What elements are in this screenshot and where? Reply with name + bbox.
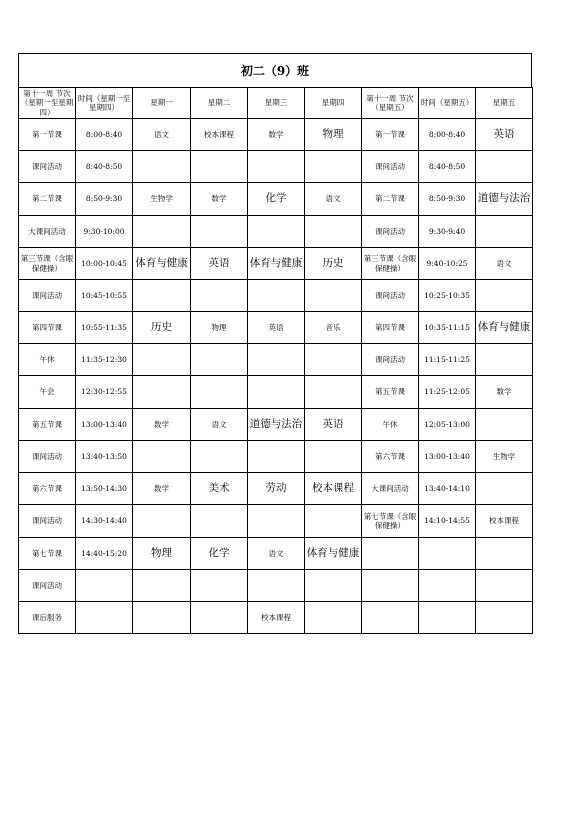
table-cell [191,570,248,602]
table-cell: 数学 [191,183,248,216]
table-cell: 课间活动 [19,280,76,312]
table-cell [305,602,362,634]
table-cell: 英语 [305,409,362,441]
table-cell: 生物学 [133,183,191,216]
table-cell [248,216,305,248]
table-cell [191,280,248,312]
table-cell: 课间活动 [362,216,419,248]
table-cell [305,441,362,473]
table-cell: 10:35-11:15 [419,312,476,344]
table-cell: 音乐 [305,312,362,344]
table-cell: 8:50-9:30 [419,183,476,216]
table-cell: 第二节课 [19,183,76,216]
table-cell: 化学 [191,538,248,570]
table-cell [133,376,191,409]
table-cell: 物理 [305,119,362,151]
table-cell: 体育与健康 [133,248,191,280]
table-cell: 14:30-14:40 [76,505,133,538]
table-cell [133,344,191,376]
table-cell: 语文 [191,409,248,441]
table-cell: 数学 [476,376,533,409]
table-cell [476,344,533,376]
table-cell: 体育与健康 [476,312,533,344]
table-cell: 语文 [476,248,533,280]
table-cell [133,280,191,312]
table-cell [476,538,533,570]
table-cell: 8:40-8:50 [76,151,133,183]
table-cell: 12:05-13:00 [419,409,476,441]
header-cell: 星期四 [305,88,362,119]
table-cell [305,505,362,538]
table-cell: 课间活动 [362,280,419,312]
timetable-sheet [18,53,532,634]
header-row [19,88,533,119]
table-cell [476,602,533,634]
header-cell: 星期三 [248,88,305,119]
table-cell [476,151,533,183]
table-cell: 课间活动 [19,151,76,183]
table-cell [305,151,362,183]
table-cell: 10:00-10:45 [76,248,133,280]
table-cell: 第七节课（含眼保健操） [362,505,419,538]
table-row [19,151,533,183]
table-cell [476,409,533,441]
table-cell [248,441,305,473]
table-cell: 10:25-10:35 [419,280,476,312]
table-cell: 校本课程 [248,602,305,634]
table-cell: 课间活动 [362,344,419,376]
table-cell: 英语 [476,119,533,151]
table-cell: 数学 [133,473,191,505]
table-cell [362,602,419,634]
table-cell [248,151,305,183]
table-cell: 历史 [305,248,362,280]
header-cell: 时间（星期一至星期四） [76,88,133,119]
table-cell: 11:25-12:05 [419,376,476,409]
table-cell [191,216,248,248]
table-cell: 体育与健康 [248,248,305,280]
table-cell: 大课间活动 [362,473,419,505]
table-cell: 课间活动 [19,505,76,538]
table-cell [419,602,476,634]
table-cell: 英语 [248,312,305,344]
table-cell: 课间活动 [19,441,76,473]
header-cell: 第十一周 节次（星期五） [362,88,419,119]
table-row [19,280,533,312]
table-cell: 14:40-15:20 [76,538,133,570]
table-cell: 14:10-14:55 [419,505,476,538]
table-cell: 物理 [191,312,248,344]
table-row [19,119,533,151]
table-cell: 10:45-10:55 [76,280,133,312]
table-cell: 13:40-13:50 [76,441,133,473]
table-cell: 语文 [133,119,191,151]
table-cell: 化学 [248,183,305,216]
table-cell [476,473,533,505]
table-cell [191,344,248,376]
table-cell: 第四节课 [19,312,76,344]
table-cell: 第六节课 [19,473,76,505]
table-cell: 13:40-14:10 [419,473,476,505]
table-cell: 道德与法治 [476,183,533,216]
table-cell: 课间活动 [19,570,76,602]
table-cell: 生物学 [476,441,533,473]
table-cell: 劳动 [248,473,305,505]
table-cell [305,216,362,248]
table-cell [476,570,533,602]
table-cell: 午休 [19,344,76,376]
table-cell: 8:00-8:40 [76,119,133,151]
page-title: 初二（9）班 [18,53,532,87]
table-cell: 校本课程 [305,473,362,505]
table-cell: 第二节课 [362,183,419,216]
header-cell: 第十一周 节次（星期一至星期四） [19,88,76,119]
table-cell: 大课间活动 [19,216,76,248]
table-cell [248,570,305,602]
table-cell [191,151,248,183]
table-cell [305,280,362,312]
table-row [19,409,533,441]
table-cell: 校本课程 [476,505,533,538]
table-cell: 9:30-10:00 [76,216,133,248]
table-cell: 第五节课 [19,409,76,441]
table-cell: 午休 [362,409,419,441]
table-cell: 13:50-14:30 [76,473,133,505]
table-cell: 英语 [191,248,248,280]
table-row [19,505,533,538]
table-cell [305,344,362,376]
table-cell: 13:00-13:40 [419,441,476,473]
table-cell [476,280,533,312]
table-cell: 第六节课 [362,441,419,473]
table-cell: 体育与健康 [305,538,362,570]
table-row [19,441,533,473]
table-row [19,538,533,570]
table-cell: 第一节课 [19,119,76,151]
table-cell [133,570,191,602]
table-row [19,570,533,602]
table-row [19,248,533,280]
table-cell: 第一节课 [362,119,419,151]
table-row [19,344,533,376]
table-cell: 12:30-12:55 [76,376,133,409]
table-cell [248,344,305,376]
table-cell [248,505,305,538]
table-cell: 9:30-9:40 [419,216,476,248]
table-cell [191,602,248,634]
timetable-grid [18,87,533,634]
table-cell: 物理 [133,538,191,570]
header-cell: 星期二 [191,88,248,119]
table-row [19,183,533,216]
table-cell [419,538,476,570]
table-cell [191,441,248,473]
table-cell: 午会 [19,376,76,409]
table-row [19,216,533,248]
table-cell: 数学 [133,409,191,441]
table-row [19,312,533,344]
table-cell: 第四节课 [362,312,419,344]
table-cell: 11:35-12:30 [76,344,133,376]
table-cell: 8:40-8:50 [419,151,476,183]
table-cell [419,570,476,602]
table-cell [191,505,248,538]
table-cell [362,538,419,570]
table-cell [305,376,362,409]
table-cell [133,151,191,183]
table-cell: 课间活动 [362,151,419,183]
table-row [19,376,533,409]
table-cell [133,216,191,248]
table-cell [133,441,191,473]
table-cell [133,602,191,634]
table-cell [248,376,305,409]
table-cell: 8:50-9:30 [76,183,133,216]
table-cell: 课后服务 [19,602,76,634]
table-cell: 第三节课（含眼保健操） [19,248,76,280]
table-cell [362,570,419,602]
table-cell: 校本课程 [191,119,248,151]
table-cell [476,216,533,248]
table-cell [305,570,362,602]
table-cell: 9:40-10:25 [419,248,476,280]
table-cell: 语文 [305,183,362,216]
table-cell: 数学 [248,119,305,151]
table-cell: 道德与法治 [248,409,305,441]
table-row [19,473,533,505]
table-row [19,602,533,634]
table-cell [191,376,248,409]
header-cell: 星期一 [133,88,191,119]
table-cell: 历史 [133,312,191,344]
table-cell [133,505,191,538]
table-cell: 11:15-11:25 [419,344,476,376]
table-cell: 10:55-11:35 [76,312,133,344]
table-cell [248,280,305,312]
table-cell: 13:00-13:40 [76,409,133,441]
table-cell: 第七节课 [19,538,76,570]
table-cell: 第三节课（含眼保健操） [362,248,419,280]
table-cell [76,570,133,602]
table-cell: 8:00-8:40 [419,119,476,151]
table-cell: 第五节课 [362,376,419,409]
table-cell: 语文 [248,538,305,570]
table-cell [76,602,133,634]
table-cell: 美术 [191,473,248,505]
header-cell: 星期五 [476,88,533,119]
header-cell: 时间（星期五） [419,88,476,119]
